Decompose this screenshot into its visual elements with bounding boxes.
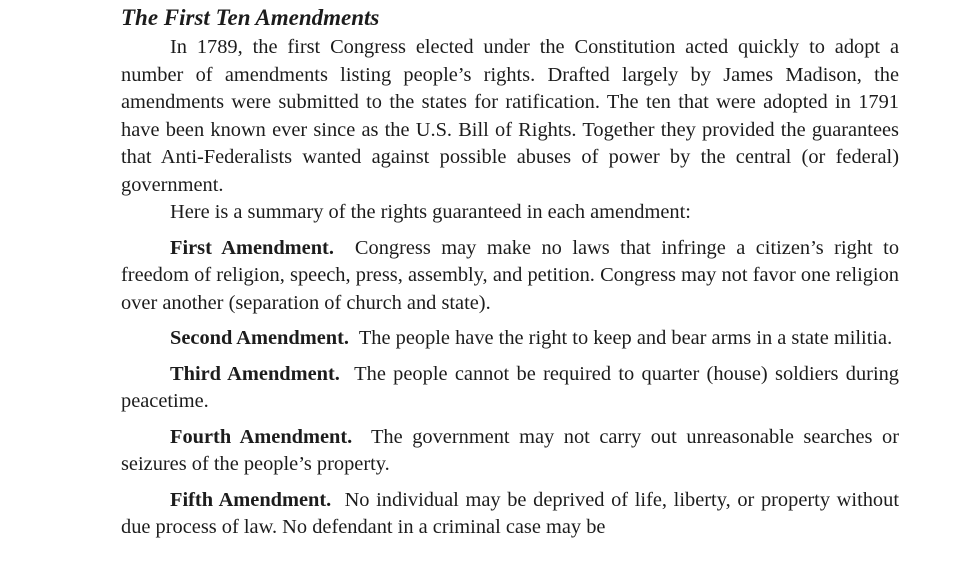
amendment-term: Third Amendment. [170,362,340,385]
amendment-term: Fifth Amendment. [170,488,332,511]
amendment-third [121,361,899,416]
amendment-fourth [121,424,899,479]
amendment-text: The government may not carry out unreasonable searches or seizures of the people’s property. [121,425,899,475]
amendment-text: The people have the right to keep and bear arms in a state militia. [358,327,893,349]
amendment-term: Second Amendment. [170,327,349,349]
amendment-text: Congress may make no laws that infringe a citizen’s right to freedom of religion, speech, press, assembly, and petition. Congress may not favor one religion over another (separation of church and state). [121,236,900,314]
amendment-term: Fourth Amendment. [170,425,353,448]
summary-intro-paragraph: Here is a summary of the rights guaranteed in each amendment: [170,201,691,223]
section-heading: The First Ten Amendments [121,5,380,30]
amendment-second [121,325,899,353]
amendment-term: First Amendment. [170,236,334,259]
intro-paragraph: In 1789, the first Congress elected under the Constitution acted quickly to adopt a number of amendments listing people’s rights. Drafted largely by James Madison, the amendments were submitted to the states for ratification. The ten that were adopted in 1791 have been known ever since as the U.S. Bill of Rights. Together they provided the guarantees that Anti-Federalists wanted against possible abuses of power by the central (or federal) government. [121,36,899,196]
amendment-text: No individual may be deprived of life, liberty, or property without due process of law. No defendant in a criminal case may be [121,488,899,538]
amendment-first [121,235,899,318]
amendment-text: The people cannot be required to quarter (house) soldiers during peacetime. [121,362,899,412]
document-body [121,4,899,542]
amendment-fifth [121,487,899,542]
